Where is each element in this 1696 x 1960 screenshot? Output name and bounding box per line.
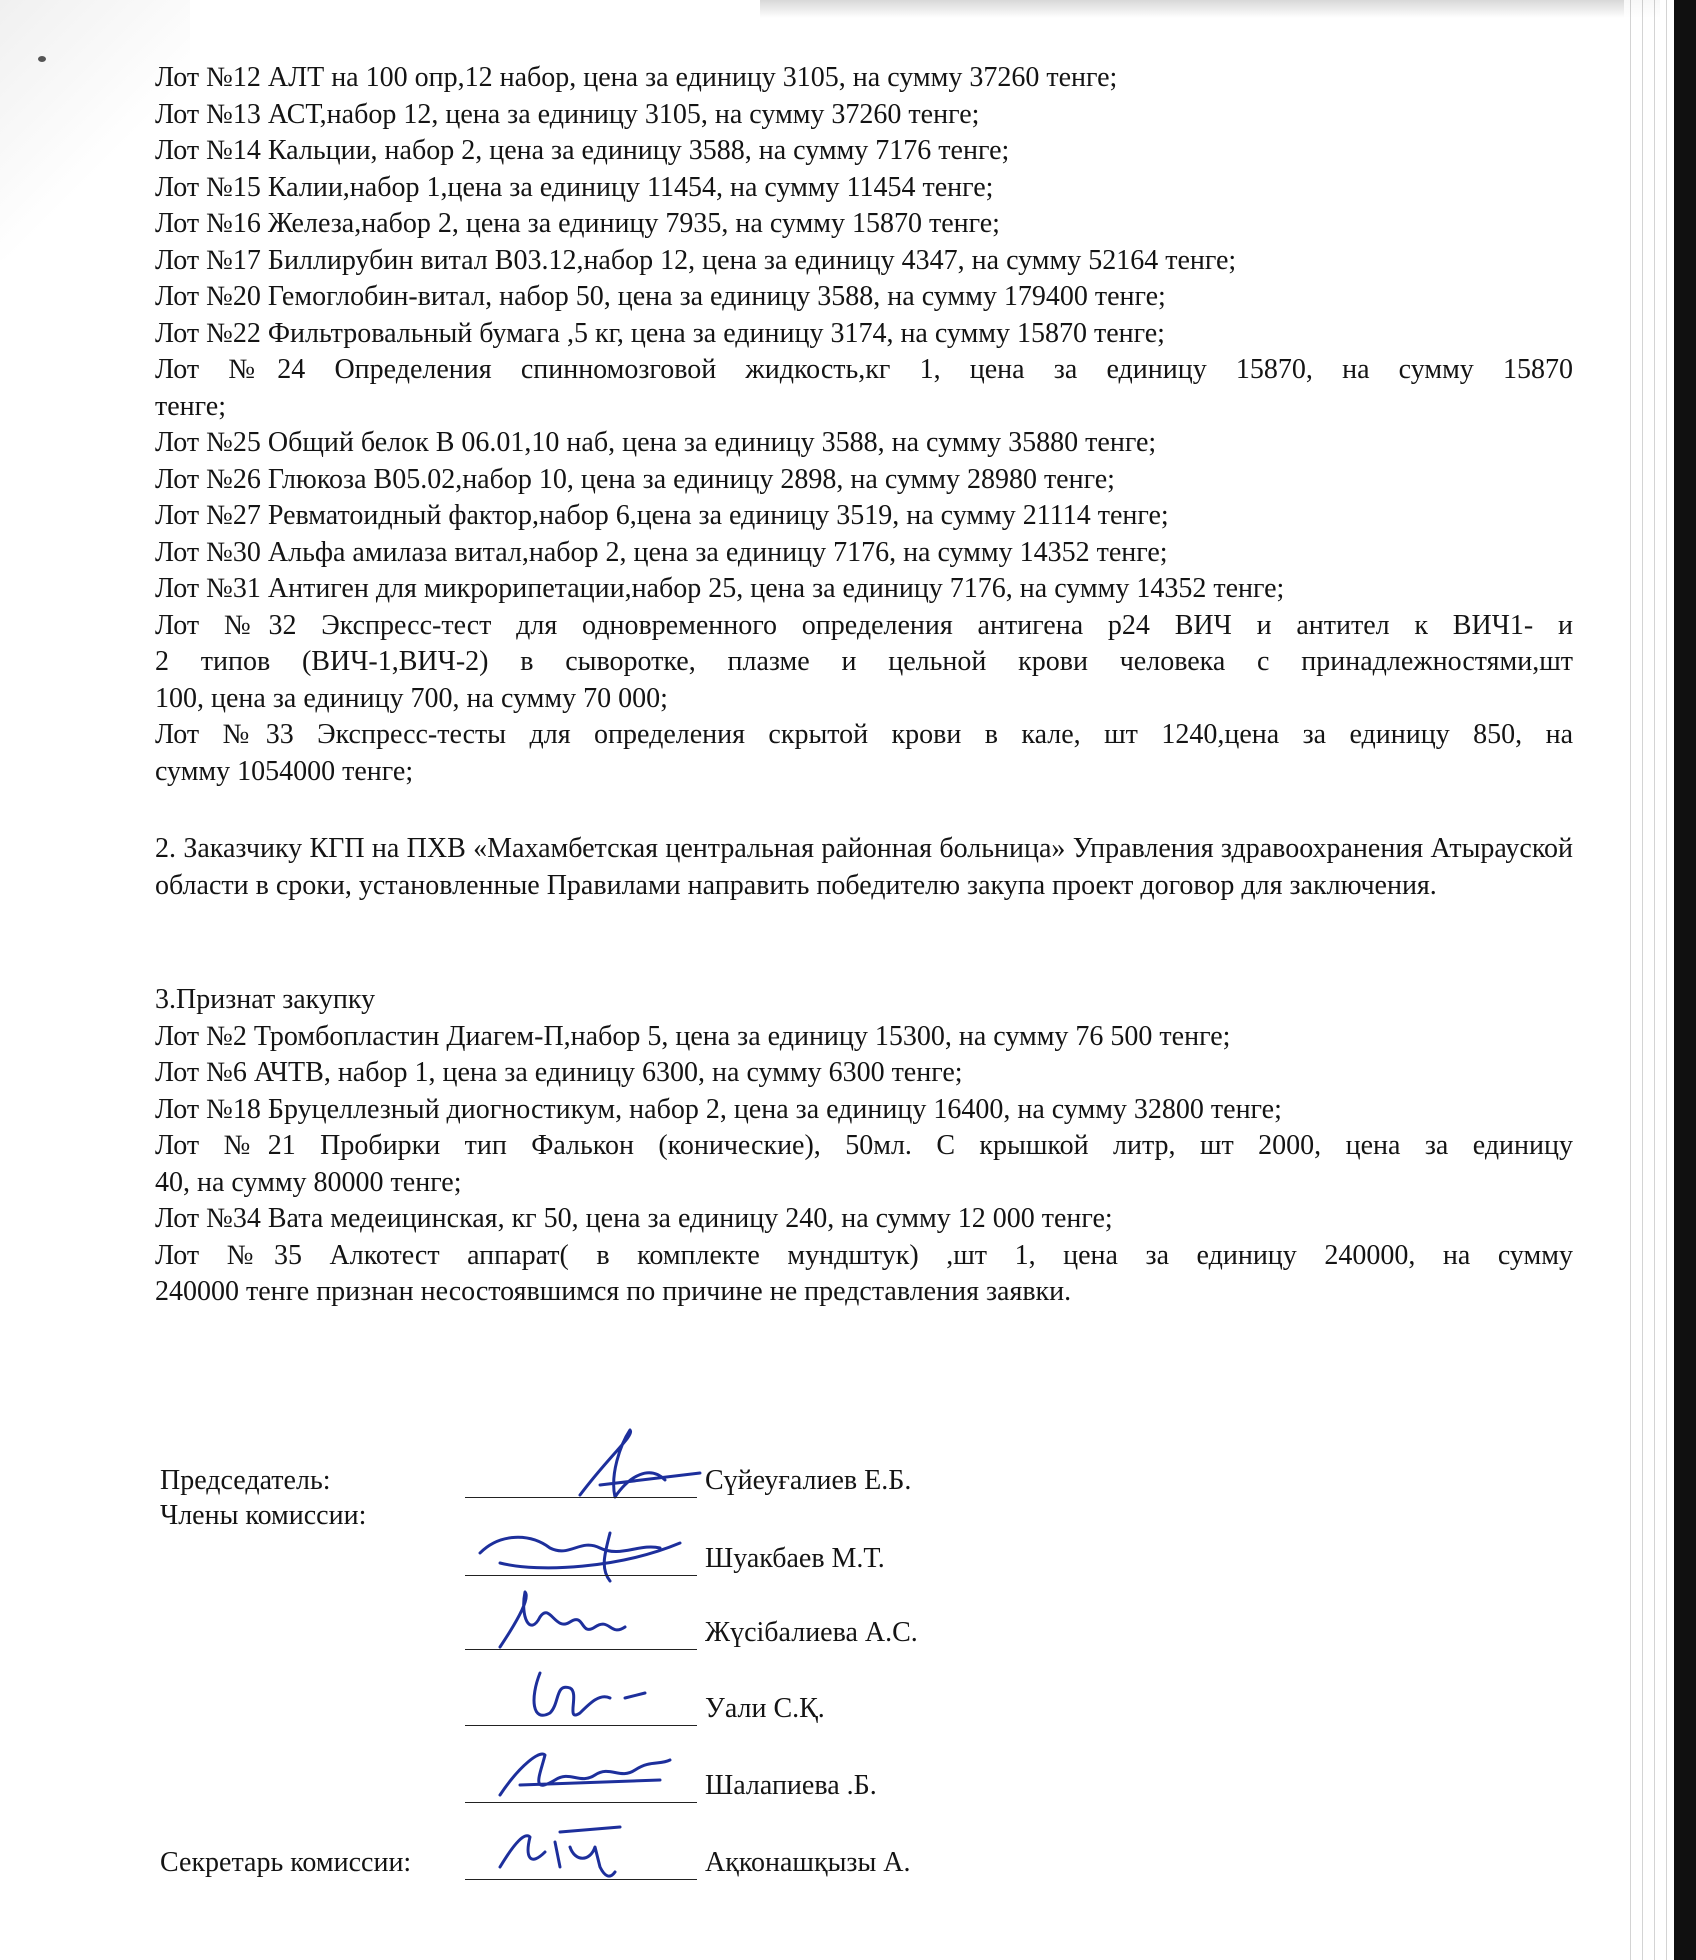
chairman-label: Председатель: <box>160 1465 331 1496</box>
member-name: Уали С.Қ. <box>705 1693 825 1724</box>
lot-line: Лот №12 АЛТ на 100 опр,12 набор, цена за единицу 3105, на сумму 37260 тенге; <box>155 62 1118 93</box>
signature-row-chairman <box>160 1465 1060 1505</box>
handwritten-signature <box>460 1653 720 1733</box>
section-3-title: 3.Признат закупку <box>155 984 376 1015</box>
handwritten-signature <box>460 1807 720 1887</box>
signature-row-member <box>160 1770 1060 1810</box>
paragraph-2: 2. Заказчику КГП на ПХВ «Махамбетская центральная районная больница» Управления здравоохранения Атырауской области в сроки, установленные Правилами направить победителю закупа проект договор для заключения. <box>155 833 1573 901</box>
lot-line: Лот №25 Общий белок В 06.01,10 наб, цена за единицу 3588, на сумму 35880 тенге; <box>155 427 1157 458</box>
signature-line <box>465 1725 697 1726</box>
lot-line: Лот №31 Антиген для микрорипетации,набор 25, цена за единицу 7176, на сумму 14352 тенге; <box>155 573 1285 604</box>
lot-line: Лот №17 Биллирубин витал В03.12,набор 12, цена за единицу 4347, на сумму 52164 тенге; <box>155 244 1237 276</box>
scan-dark-border <box>1674 0 1696 1960</box>
scan-speck <box>38 56 46 62</box>
lot-line: Лот №26 Глюкоза В05.02,набор 10, цена за единицу 2898, на сумму 28980 тенге; <box>155 463 1115 495</box>
lot-line: Лот №13 АСТ,набор 12, цена за единицу 3105, на сумму 37260 тенге; <box>155 98 980 130</box>
handwritten-signature <box>460 1577 720 1657</box>
signature-row-member <box>160 1693 1060 1733</box>
secretary-label: Секретарь комиссии: <box>160 1847 412 1878</box>
lot-line: 40, на сумму 80000 тенге; <box>155 1166 462 1198</box>
secretary-name: Ақконашқызы А. <box>705 1847 911 1878</box>
signature-line <box>465 1802 697 1803</box>
handwritten-signature <box>460 1425 720 1505</box>
signature-line <box>465 1575 697 1576</box>
lot-line: Лот №16 Железа,набор 2, цена за единицу 7935, на сумму 15870 тенге; <box>155 208 1000 239</box>
member-name: Жүсібалиева А.С. <box>705 1617 918 1648</box>
lots-won-list <box>155 60 1573 790</box>
signature-block <box>160 1465 1060 1885</box>
lot-line: 240000 тенге признан несостоявшимся по причине не представления заявки. <box>155 1276 1072 1307</box>
lot-line: сумму 1054000 тенге; <box>155 755 414 787</box>
lot-line: 2 типов (ВИЧ-1,ВИЧ-2) в сыворотке, плазме и цельной крови человека с принадлежностями,шт <box>155 646 1573 677</box>
chairman-name: Сүйеуғалиев Е.Б. <box>705 1465 912 1496</box>
scan-top-edge <box>760 0 1660 18</box>
lot-line: Лот №35 Алкотест аппарат( в комплекте мундштук) ,шт 1, цена за единицу 240000, на сумму <box>155 1239 1573 1271</box>
signature-line <box>465 1879 697 1880</box>
lot-line: Лот №18 Бруцеллезный диогностикум, набор 2, цена за единицу 16400, на сумму 32800 тенге; <box>155 1093 1282 1125</box>
lot-line: Лот №22 Фильтровальный бумага ,5 кг, цена за единицу 3174, на сумму 15870 тенге; <box>155 317 1165 349</box>
lot-line: 100, цена за единицу 700, на сумму 70 000; <box>155 682 668 714</box>
handwritten-signature <box>460 1730 720 1810</box>
lot-line: Лот №21 Пробирки тип Фалькон (конические), 50мл. С крышкой литр, шт 2000, цена за единицу <box>155 1130 1573 1161</box>
lot-line: тенге; <box>155 390 226 422</box>
signature-row-secretary <box>160 1847 1060 1887</box>
signature-line <box>465 1649 697 1650</box>
member-name: Шалапиева .Б. <box>705 1770 877 1801</box>
handwritten-signature <box>460 1503 720 1583</box>
scan-page-edges <box>1624 0 1674 1960</box>
signature-line <box>465 1497 697 1498</box>
lot-line: Лот №32 Экспресс-тест для одновременного определения антигена р24 ВИЧ и антител к ВИЧ1- и <box>155 609 1573 641</box>
lot-line: Лот №14 Кальции, набор 2, цена за единицу 3588, на сумму 7176 тенге; <box>155 135 1010 166</box>
signature-row-member <box>160 1617 1060 1657</box>
lot-line: Лот №27 Ревматоидный фактор,набор 6,цена за единицу 3519, на сумму 21114 тенге; <box>155 500 1169 531</box>
lot-line: Лот №24 Определения спинномозговой жидкость,кг 1, цена за единицу 15870, на сумму 15870 <box>155 354 1573 385</box>
lots-failed-list <box>155 1019 1573 1311</box>
lot-line: Лот №34 Вата медеицинская, кг 50, цена за единицу 240, на сумму 12 000 тенге; <box>155 1203 1113 1234</box>
lot-line: Лот №15 Калии,набор 1,цена за единицу 11454, на сумму 11454 тенге; <box>155 171 994 203</box>
lot-line: Лот №33 Экспресс-тесты для определения скрытой крови в кале, шт 1240,цена за единицу 850, на <box>155 719 1573 750</box>
lot-line: Лот №30 Альфа амилаза витал,набор 2, цена за единицу 7176, на сумму 14352 тенге; <box>155 536 1168 568</box>
lot-line: Лот №2 Тромбопластин Диагем-П,набор 5, цена за единицу 15300, на сумму 76 500 тенге; <box>155 1020 1231 1052</box>
document-body <box>155 60 1573 1311</box>
members-label: Члены комиссии: <box>160 1500 367 1531</box>
member-name: Шуакбаев М.Т. <box>705 1543 885 1574</box>
lot-line: Лот №20 Гемоглобин-витал, набор 50, цена за единицу 3588, на сумму 179400 тенге; <box>155 281 1166 312</box>
lot-line: Лот №6 АЧТВ, набор 1, цена за единицу 6300, на сумму 6300 тенге; <box>155 1057 963 1088</box>
